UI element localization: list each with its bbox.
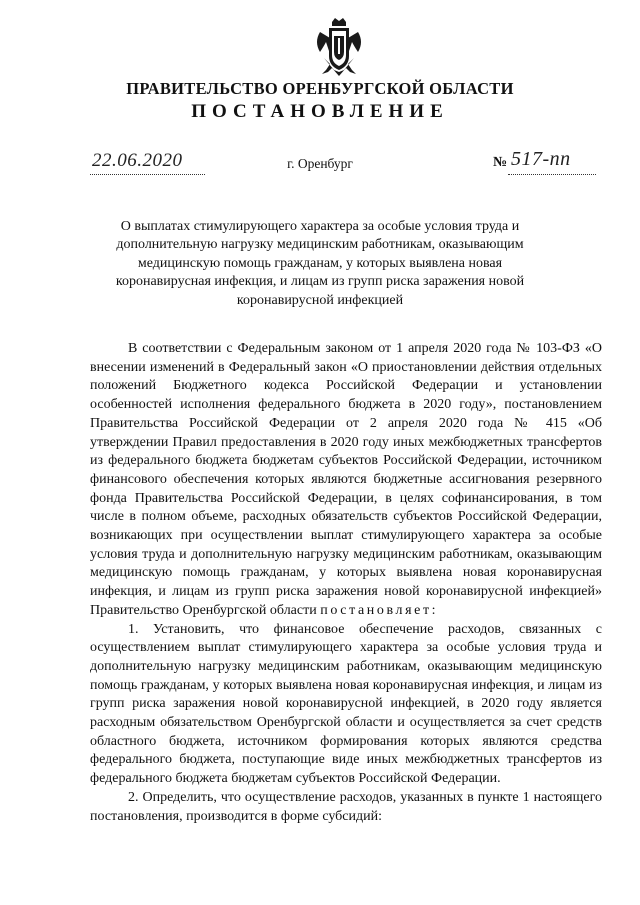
document-city: г. Оренбург	[287, 156, 353, 171]
item-1-paragraph: 1. Установить, что финансовое обеспечение расходов, связанных с осуществлением выплат стимулирующего характера за особые условия труда и дополнительную нагрузку медицинским работникам, оказывающим медицинскую помощь гражданам, у которых выявлена новая коронавирусная инфекция, и лицам из групп риска заражения новой коронавирусной инфекцией, в 2020 году является расходным обязательством Оренбургской области и осуществляется за счет средств областного бюджета, источником формирования которых являются средства федерального бюджета, поступающие виде иных межбюджетных трансфертов из федерального бюджета бюджетам субъектов Российской Федерации.	[90, 621, 602, 787]
document-type: ПОСТАНОВЛЕНИЕ	[191, 101, 449, 122]
document-number: 517-пп	[511, 148, 571, 170]
document-body	[90, 340, 602, 826]
number-label: №	[493, 155, 508, 170]
document-subject: О выплатах стимулирующего характера за особые условия труда и дополнительную нагрузку медицинским работникам, оказывающим медицинскую помощь гражданам, у которых выявлена новая коронавирусная инфекция, и лицам из групп риска заражения новой коронавирусной инфекцией	[115, 219, 525, 308]
item-2-paragraph: 2. Определить, что осуществление расходов, указанных в пункте 1 настоящего постановления, производится в форме субсидий:	[90, 789, 602, 824]
decree-word: постановляет:	[320, 602, 439, 618]
preamble-paragraph	[90, 340, 602, 621]
organization-title: ПРАВИТЕЛЬСТВО ОРЕНБУРГСКОЙ ОБЛАСТИ	[126, 79, 514, 98]
preamble-text: В соответствии с Федеральным законом от 1 апреля 2020 года № 103-ФЗ «О внесении изменений в Федеральный закон «О приостановлении действия отдельных положений Бюджетного кодекса Российской Федерации и установлении особенностей исполнения федерального бюджета в 2020 году», постановлением Правительства Российской Федерации от 2 апреля 2020 года № 415 «Об утверждении Правил предоставления в 2020 году иных межбюджетных трансфертов из федерального бюджета бюджетам субъектов Российской Федерации, источником финансового обеспечения которых являются бюджетные ассигнования резервного фонда Правительства Российской Федерации, в целях софинансирования, в том числе в полном объеме, расходных обязательств субъектов Российской Федерации, возникающих при осуществлении выплат стимулирующего характера за особые условия труда и дополнительную нагрузку медицинским работникам, оказывающим медицинскую помощь гражданам, у которых выявлена новая коронавирусная инфекция, и лицам из групп риска заражения новой коронавирусной инфекцией» Правительство Оренбургской области	[90, 341, 602, 618]
document-meta	[0, 150, 640, 180]
number-underline	[508, 174, 596, 175]
date-underline	[90, 174, 205, 175]
coat-of-arms-icon	[314, 18, 364, 78]
document-date: 22.06.2020	[92, 150, 183, 171]
